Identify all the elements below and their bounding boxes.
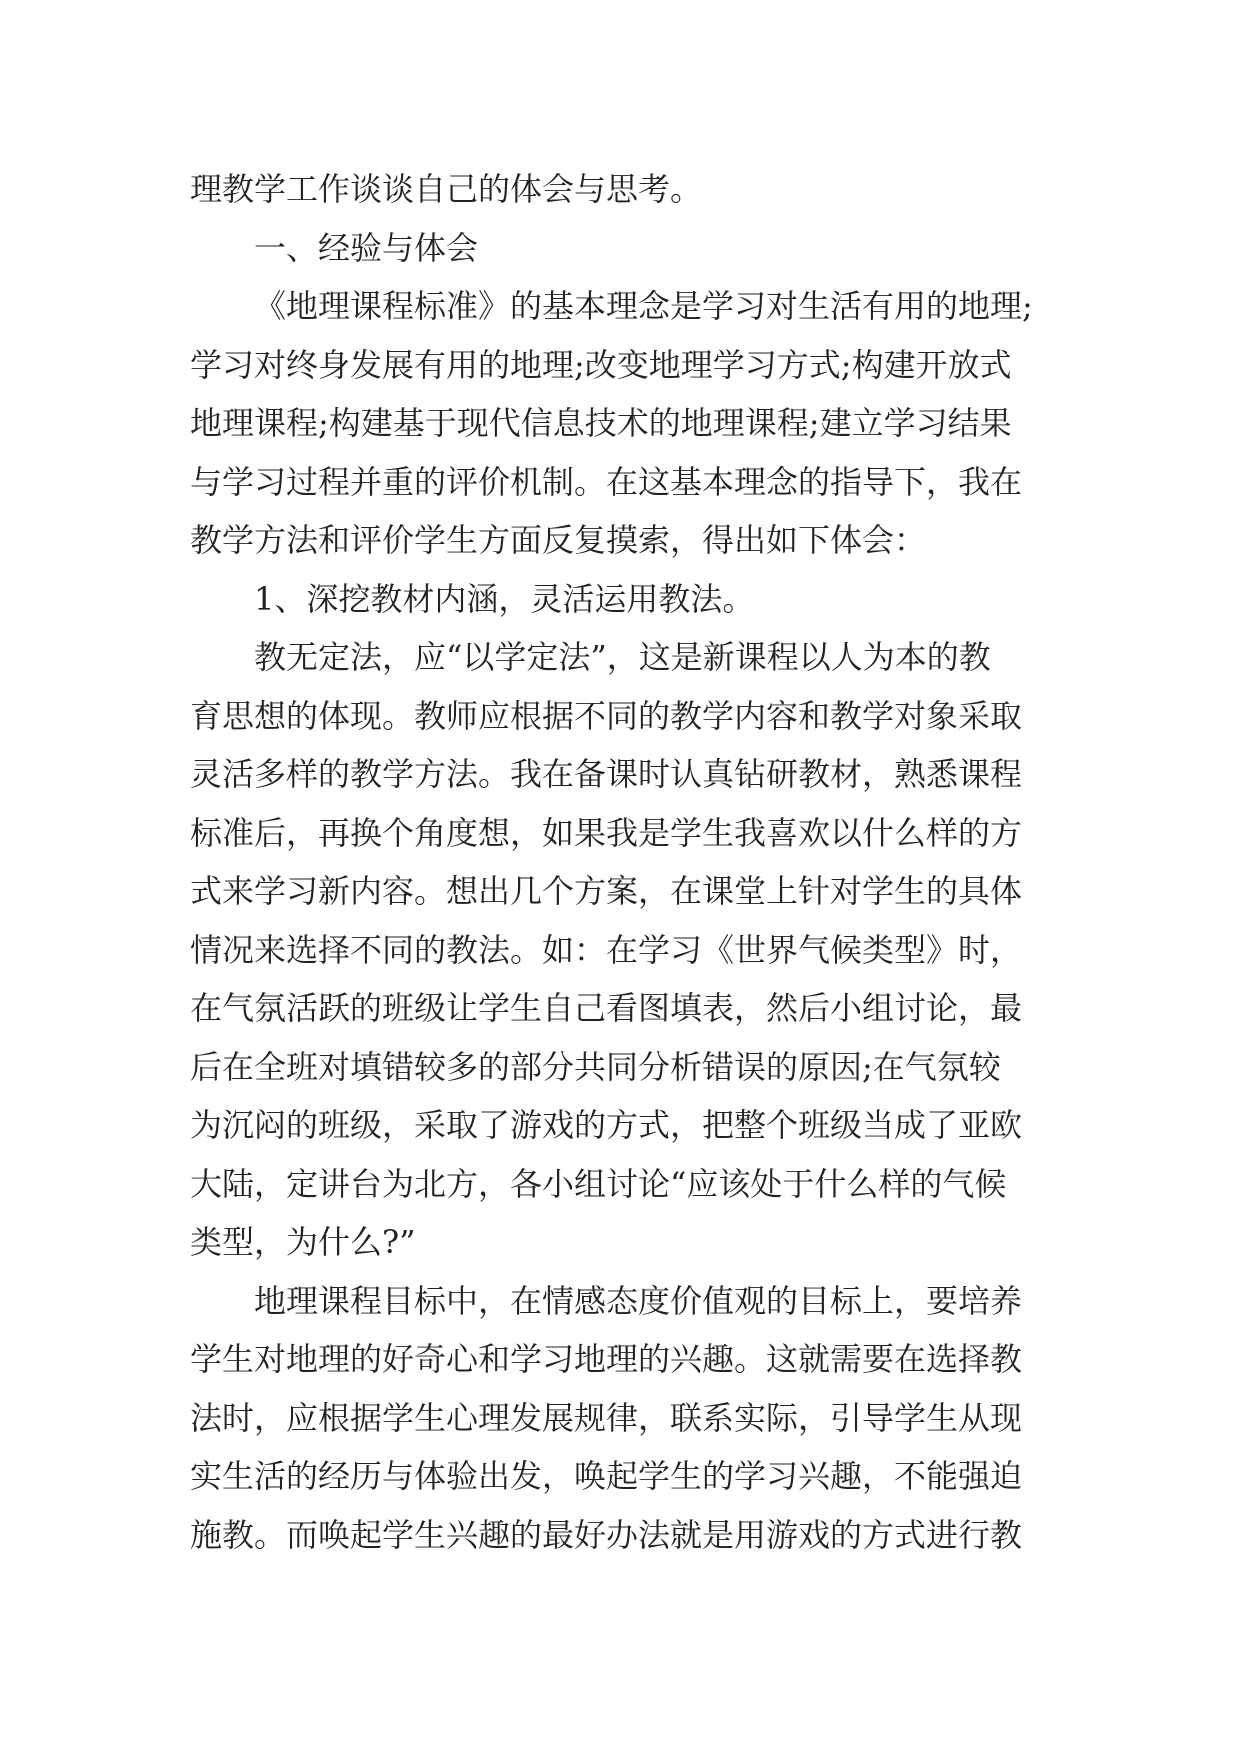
text-line: 地理课程;构建基于现代信息技术的地理课程;建立学习结果 — [190, 404, 1012, 442]
text-line: 教无定法，应“以学定法”，这是新课程以人为本的教 — [254, 638, 991, 676]
text-line: 理教学工作谈谈自己的体会与思考。 — [190, 170, 703, 208]
text-line: 标准后，再换个角度想，如果我是学生我喜欢以什么样的方 — [190, 813, 1023, 852]
text-line: 情况来选择不同的教法。如：在学习《世界气候类型》时， — [190, 930, 1023, 969]
text-line: 地理课程目标中，在情感态度价值观的目标上，要培养 — [254, 1281, 1023, 1320]
text-line: 教学方法和评价学生方面反复摸索，得出如下体会： — [190, 521, 927, 559]
text-line: 一、经验与体会 — [254, 228, 479, 267]
text-line: 学习对终身发展有用的地理;改变地理学习方式;构建开放式 — [190, 345, 1012, 384]
text-line: 在气氛活跃的班级让学生自己看图填表，然后小组讨论，最 — [190, 989, 1023, 1027]
text-line: 式来学习新内容。想出几个方案，在课堂上针对学生的具体 — [190, 872, 1023, 910]
text-line: 为沉闷的班级，采取了游戏的方式，把整个班级当成了亚欧 — [190, 1106, 1023, 1144]
text-line: 育思想的体现。教师应根据不同的教学内容和教学对象采取 — [190, 696, 1023, 735]
text-line: 实生活的经历与体验出发，唤起学生的学习兴趣，不能强迫 — [190, 1457, 1023, 1495]
text-line: 后在全班对填错较多的部分共同分析错误的原因;在气氛较 — [190, 1047, 1001, 1086]
text-line: 法时，应根据学生心理发展规律，联系实际，引导学生从现 — [190, 1398, 1023, 1437]
text-line: 灵活多样的教学方法。我在备课时认真钻研教材，熟悉课程 — [190, 755, 1023, 793]
text-line: 施教。而唤起学生兴趣的最好办法就是用游戏的方式进行教 — [190, 1515, 1023, 1554]
text-line: 《地理课程标准》的基本理念是学习对生活有用的地理; — [254, 287, 1033, 325]
body-text — [190, 160, 1070, 1564]
text-line: 与学习过程并重的评价机制。在这基本理念的指导下，我在 — [190, 462, 1023, 501]
text-line: 类型，为什么?” — [190, 1223, 416, 1261]
text-line: 学生对地理的好奇心和学习地理的兴趣。这就需要在选择教 — [190, 1340, 1023, 1378]
text-line: 大陆，定讲台为北方，各小组讨论“应该处于什么样的气候 — [190, 1164, 1007, 1203]
text-line: 1、深挖教材内涵，灵活运用教法。 — [254, 579, 755, 618]
